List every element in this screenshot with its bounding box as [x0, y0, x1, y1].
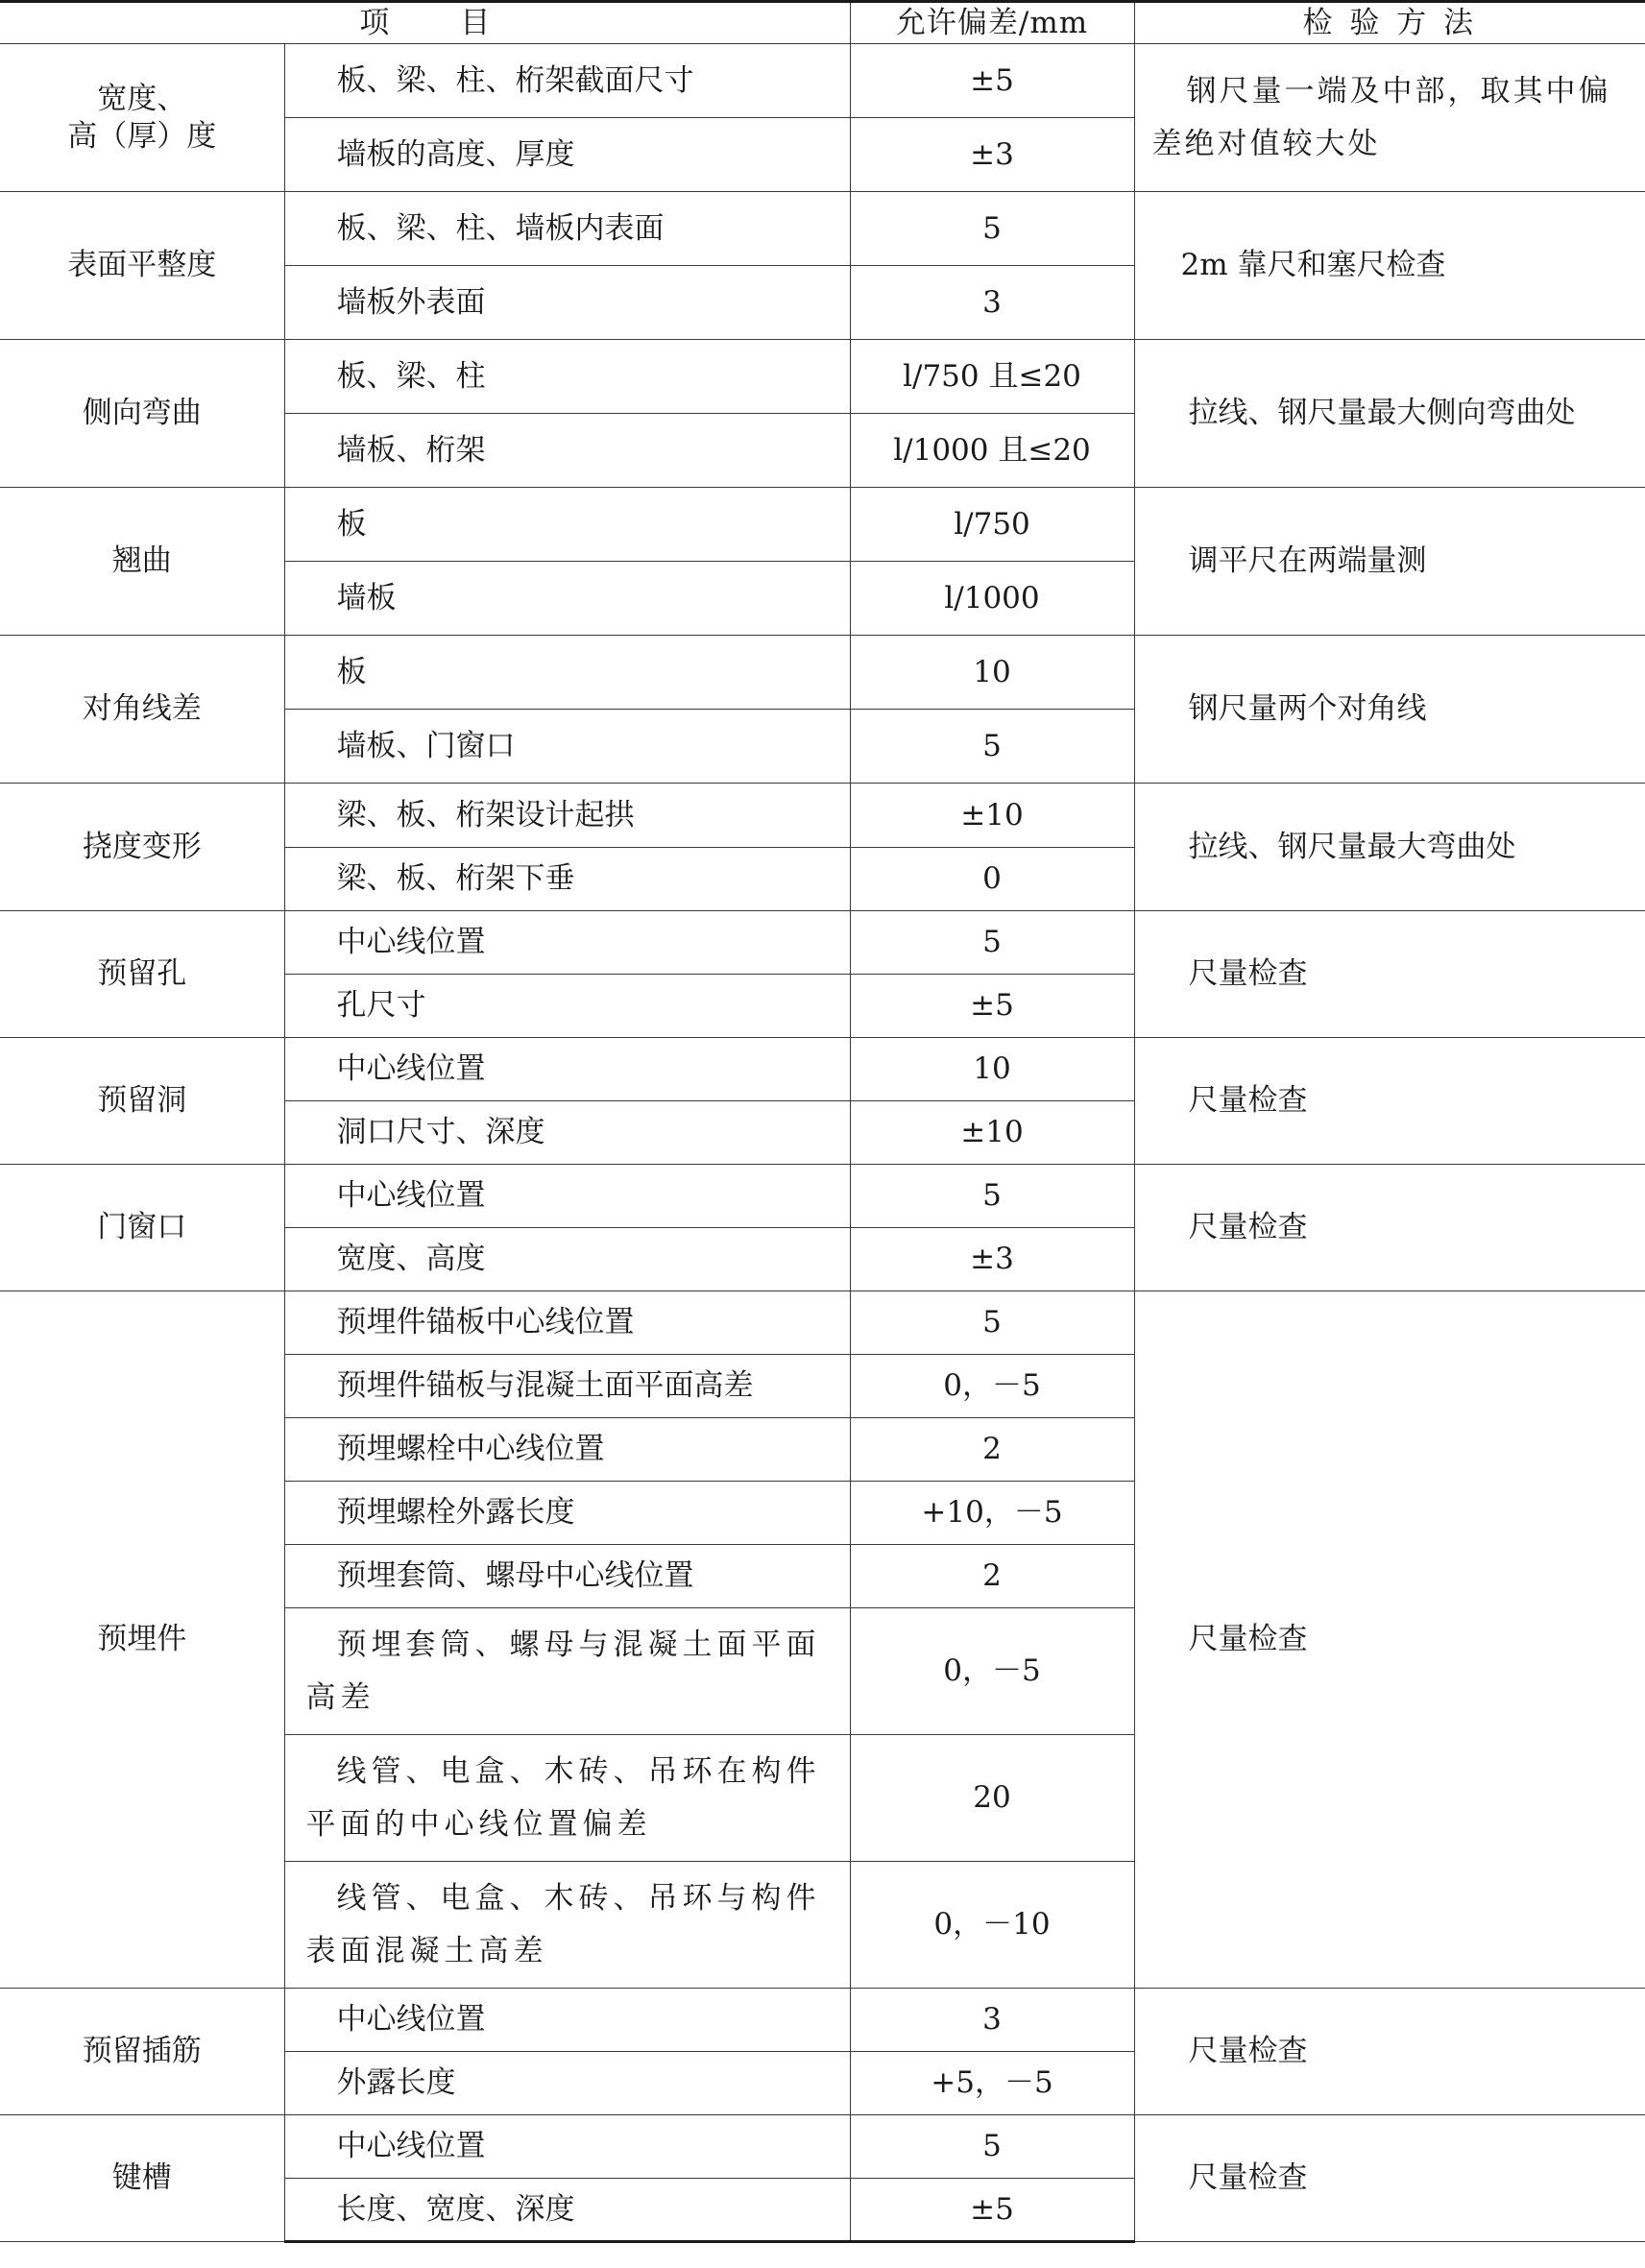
header-deviation: 允许偏差/mm [850, 2, 1134, 44]
deviation-cell: 5 [850, 1165, 1134, 1228]
category-cell: 预留洞 [0, 1038, 284, 1165]
deviation-cell: 5 [850, 2115, 1134, 2179]
table-row [0, 1291, 1645, 1355]
method-cell: 尺量检查 [1134, 1038, 1645, 1165]
table-row [0, 340, 1645, 414]
item-cell: 板、梁、柱 [284, 340, 850, 414]
category-cell: 门窗口 [0, 1165, 284, 1291]
item-cell: 中心线位置 [284, 1989, 850, 2052]
category-cell: 表面平整度 [0, 192, 284, 340]
category-cell: 对角线差 [0, 636, 284, 784]
category-cell: 键槽 [0, 2115, 284, 2242]
item-cell: 中心线位置 [284, 911, 850, 975]
item-cell: 预埋件锚板与混凝土面平面高差 [284, 1355, 850, 1418]
item-cell: 宽度、高度 [284, 1228, 850, 1291]
table-row [0, 2115, 1645, 2179]
category-cell: 翘曲 [0, 488, 284, 636]
method-cell: 拉线、钢尺量最大弯曲处 [1134, 784, 1645, 911]
item-cell: 线管、电盒、木砖、吊环在构件平面的中心线位置偏差 [284, 1735, 850, 1862]
deviation-cell: +10，－5 [850, 1482, 1134, 1545]
deviation-cell: 2 [850, 1545, 1134, 1608]
method-cell: 钢尺量一端及中部，取其中偏差绝对值较大处 [1134, 44, 1645, 192]
item-cell: 洞口尺寸、深度 [284, 1101, 850, 1165]
item-cell: 预埋套筒、螺母与混凝土面平面高差 [284, 1608, 850, 1735]
item-cell: 中心线位置 [284, 1038, 850, 1101]
deviation-cell: 0 [850, 848, 1134, 911]
category-cell: 侧向弯曲 [0, 340, 284, 488]
table-row [0, 636, 1645, 710]
item-cell: 墙板外表面 [284, 266, 850, 340]
table-row [0, 1989, 1645, 2052]
header-item: 项 目 [0, 2, 850, 44]
table-row [0, 784, 1645, 848]
header-method: 检 验 方 法 [1134, 2, 1645, 44]
method-cell: 尺量检查 [1134, 1989, 1645, 2115]
table-row [0, 1038, 1645, 1101]
item-cell: 板 [284, 488, 850, 562]
deviation-cell: 0，－10 [850, 1862, 1134, 1989]
item-cell: 外露长度 [284, 2052, 850, 2115]
deviation-cell: ±5 [850, 44, 1134, 118]
method-cell: 2m 靠尺和塞尺检查 [1134, 192, 1645, 340]
item-cell: 中心线位置 [284, 2115, 850, 2179]
deviation-cell: ±3 [850, 118, 1134, 192]
item-cell: 板、梁、柱、墙板内表面 [284, 192, 850, 266]
deviation-cell: 10 [850, 1038, 1134, 1101]
category-cell: 预埋件 [0, 1291, 284, 1989]
deviation-cell: l/750 且≤20 [850, 340, 1134, 414]
table-row [0, 44, 1645, 118]
method-cell: 尺量检查 [1134, 1291, 1645, 1989]
table-row [0, 1165, 1645, 1228]
item-cell: 长度、宽度、深度 [284, 2179, 850, 2242]
item-cell: 中心线位置 [284, 1165, 850, 1228]
category-cell: 宽度、 高（厚）度 [0, 44, 284, 192]
category-cell: 预留孔 [0, 911, 284, 1038]
deviation-cell: ±10 [850, 784, 1134, 848]
deviation-cell: ±10 [850, 1101, 1134, 1165]
deviation-cell: 0，－5 [850, 1355, 1134, 1418]
item-cell: 板 [284, 636, 850, 710]
item-cell: 墙板 [284, 562, 850, 636]
deviation-cell: ±5 [850, 975, 1134, 1038]
category-cell: 挠度变形 [0, 784, 284, 911]
method-cell: 尺量检查 [1134, 911, 1645, 1038]
table-row [0, 192, 1645, 266]
table-row [0, 488, 1645, 562]
item-cell: 梁、板、桁架下垂 [284, 848, 850, 911]
header-row [0, 2, 1645, 44]
item-cell: 板、梁、柱、桁架截面尺寸 [284, 44, 850, 118]
deviation-cell: 5 [850, 710, 1134, 784]
method-cell: 调平尺在两端量测 [1134, 488, 1645, 636]
table-row [0, 911, 1645, 975]
method-cell: 尺量检查 [1134, 2115, 1645, 2242]
method-cell: 钢尺量两个对角线 [1134, 636, 1645, 784]
deviation-cell: 5 [850, 192, 1134, 266]
item-cell: 预埋螺栓中心线位置 [284, 1418, 850, 1482]
deviation-cell: 0，－5 [850, 1608, 1134, 1735]
deviation-cell: 5 [850, 1291, 1134, 1355]
item-cell: 预埋套筒、螺母中心线位置 [284, 1545, 850, 1608]
deviation-cell: 3 [850, 1989, 1134, 2052]
deviation-cell: ±3 [850, 1228, 1134, 1291]
item-cell: 线管、电盒、木砖、吊环与构件表面混凝土高差 [284, 1862, 850, 1989]
deviation-cell: +5，－5 [850, 2052, 1134, 2115]
deviation-cell: l/750 [850, 488, 1134, 562]
deviation-cell: l/1000 [850, 562, 1134, 636]
deviation-cell: 20 [850, 1735, 1134, 1862]
method-cell: 尺量检查 [1134, 1165, 1645, 1291]
deviation-cell: 2 [850, 1418, 1134, 1482]
item-cell: 孔尺寸 [284, 975, 850, 1038]
category-cell: 预留插筋 [0, 1989, 284, 2115]
item-cell: 预埋螺栓外露长度 [284, 1482, 850, 1545]
deviation-cell: 3 [850, 266, 1134, 340]
item-cell: 预埋件锚板中心线位置 [284, 1291, 850, 1355]
deviation-cell: 5 [850, 911, 1134, 975]
method-cell: 拉线、钢尺量最大侧向弯曲处 [1134, 340, 1645, 488]
deviation-cell: ±5 [850, 2179, 1134, 2242]
item-cell: 墙板、桁架 [284, 414, 850, 488]
deviation-cell: l/1000 且≤20 [850, 414, 1134, 488]
item-cell: 墙板的高度、厚度 [284, 118, 850, 192]
item-cell: 墙板、门窗口 [284, 710, 850, 784]
deviation-cell: 10 [850, 636, 1134, 710]
item-cell: 梁、板、桁架设计起拱 [284, 784, 850, 848]
